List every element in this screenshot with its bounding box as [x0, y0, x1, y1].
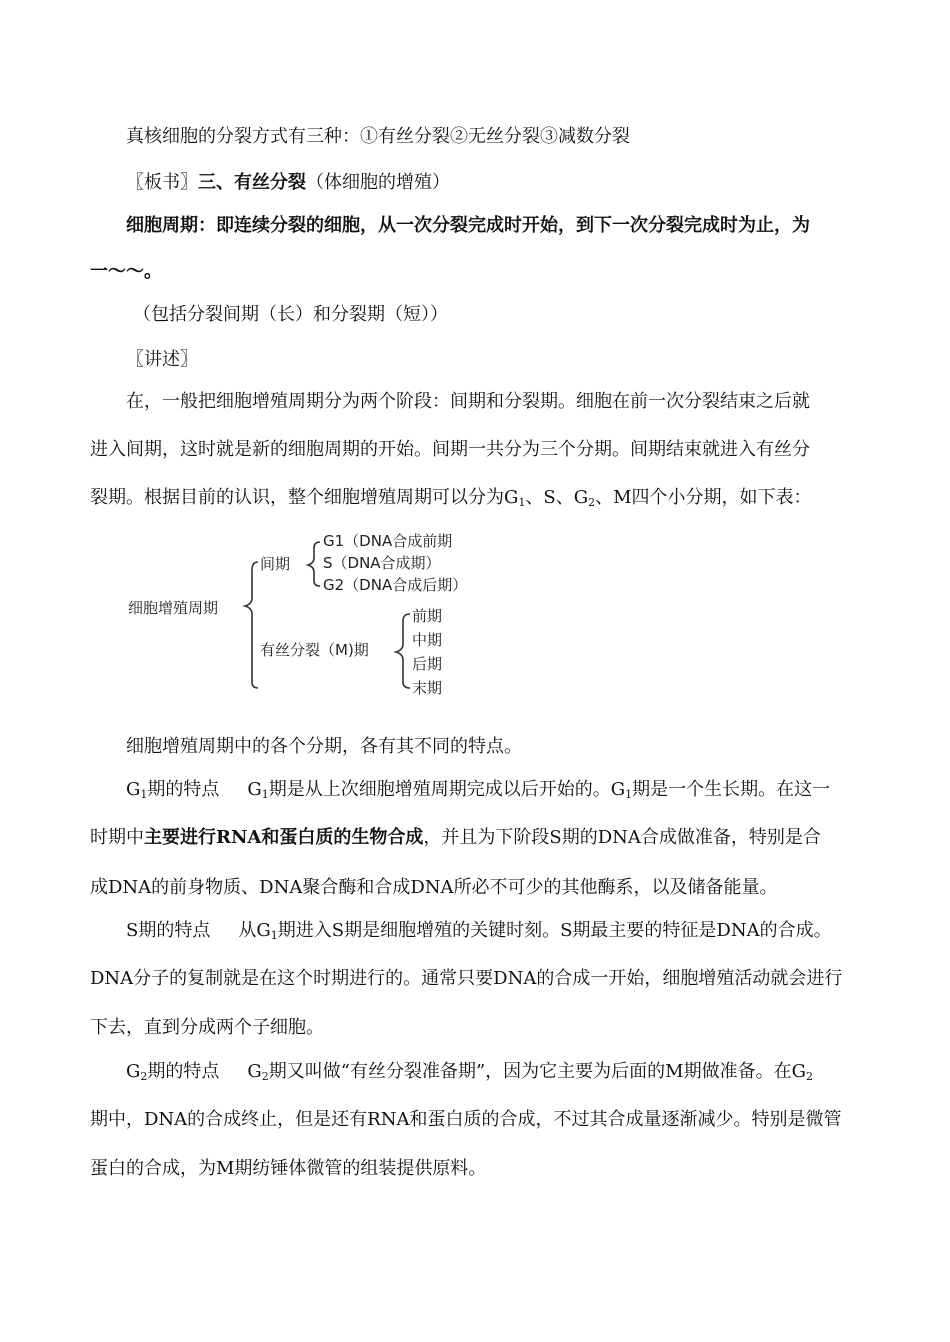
paragraph-line: DNA分子的复制就是在这个时期进行的。通常只要DNA的合成一开始，细胞增殖活动就会进行 — [90, 968, 843, 989]
text-span: G — [126, 779, 141, 800]
text-span: 期进入S期是细胞增殖的关键时刻。S期最主要的特征是DNA的合成。 — [277, 920, 832, 941]
text-span: S期的特点 — [126, 920, 211, 941]
text-span: G — [247, 779, 262, 800]
paragraph-line — [90, 825, 865, 851]
heading-mitosis — [126, 170, 866, 196]
lecture-label: 〖讲述〗 — [126, 349, 198, 370]
subscript: 2 — [806, 1070, 813, 1083]
subscript: 1 — [625, 788, 633, 801]
subscript: 1 — [518, 496, 526, 509]
diagram-prophase: 前期 — [412, 607, 443, 625]
text-span: 裂期。根据目前的认识，整个细胞增殖周期可以分为G — [90, 487, 519, 508]
diagram-root: 细胞增殖周期 — [128, 599, 219, 617]
text-span: 期是从上次细胞增殖周期完成以后开始的。G — [268, 779, 626, 800]
paragraph-line: 蛋白的合成，为M期纺锤体微管的组装提供原料。 — [90, 1158, 487, 1179]
diagram-anaphase: 后期 — [412, 655, 443, 673]
paragraph-line: 下去，直到分成两个子细胞。 — [90, 1017, 324, 1038]
cell-cycle-definition: 细胞周期：即连续分裂的细胞，从一次分裂完成时开始，到下一次分裂完成时为止，为 — [126, 215, 810, 236]
paragraph-line — [90, 485, 865, 511]
text-span: 从G — [238, 920, 271, 941]
emphasis-text: 主要进行RNA和蛋白质的生物合成 — [144, 827, 424, 848]
subscript: 1 — [140, 788, 148, 801]
diagram-s: S（DNA合成期） — [323, 554, 441, 572]
subscript: 1 — [261, 788, 269, 801]
diagram-metaphase: 中期 — [412, 631, 443, 649]
g2-paragraph — [126, 1059, 866, 1085]
diagram-mitosis: 有丝分裂（M)期 — [260, 641, 369, 659]
paragraph-division-types: 真核细胞的分裂方式有三种：①有丝分裂②无丝分裂③减数分裂 — [126, 126, 630, 147]
paragraph-line: 在，一般把细胞增殖周期分为两个阶段：间期和分裂期。细胞在前一次分裂结束之后就 — [126, 391, 810, 412]
paragraph-line: 细胞增殖周期中的各个分期，各有其不同的特点。 — [126, 736, 522, 757]
text-span: ，并且为下阶段S期的DNA合成做准备，特别是合 — [423, 827, 821, 848]
subscript: 2 — [261, 1070, 269, 1083]
text-span: G — [126, 1061, 141, 1082]
text-span: 期又叫做“有丝分裂准备期”，因为它主要为后面的M期做准备。在G — [268, 1061, 806, 1082]
text-span: 、M四个小分期，如下表： — [595, 487, 812, 508]
paragraph-line: 成DNA的前身物质、DNA聚合酶和合成DNA所必不可少的其他酶系，以及储备能量。 — [90, 877, 778, 898]
paragraph-line: 进入间期，这时就是新的细胞周期的开始。间期一共分为三个分期。间期结束就进入有丝分 — [90, 439, 810, 460]
text-span: G — [247, 1061, 262, 1082]
text-span: 期的特点 — [147, 1061, 220, 1082]
text-span: 期的特点 — [147, 779, 220, 800]
text-span: 、S、G — [525, 487, 589, 508]
diagram-g1: G1（DNA合成前期 — [323, 532, 453, 550]
board-label: 〖板书〗 — [126, 172, 198, 193]
diagram-g2: G2（DNA合成后期） — [323, 576, 468, 594]
text-span: 期是一个生长期。在这一 — [632, 779, 831, 800]
section-title: 三、有丝分裂 — [198, 172, 306, 193]
subscript: 2 — [140, 1070, 148, 1083]
diagram-telophase: 末期 — [412, 679, 443, 697]
cell-cycle-definition-cont: 一～～。 — [90, 261, 162, 282]
diagram-interphase: 间期 — [260, 555, 291, 573]
paragraph-line: 期中，DNA的合成终止，但是还有RNA和蛋白质的合成，不过其合成量逐渐减少。特别是微管 — [90, 1109, 842, 1130]
s-paragraph — [126, 918, 866, 944]
subscript: 1 — [270, 929, 278, 942]
cell-cycle-diagram — [120, 526, 490, 698]
section-subtitle: （体细胞的增殖） — [306, 172, 450, 193]
cycle-parts-note: （包括分裂间期（长）和分裂期（短）） — [133, 304, 448, 325]
subscript: 2 — [588, 496, 596, 509]
text-span: 时期中 — [90, 827, 144, 848]
g1-paragraph — [126, 777, 866, 803]
